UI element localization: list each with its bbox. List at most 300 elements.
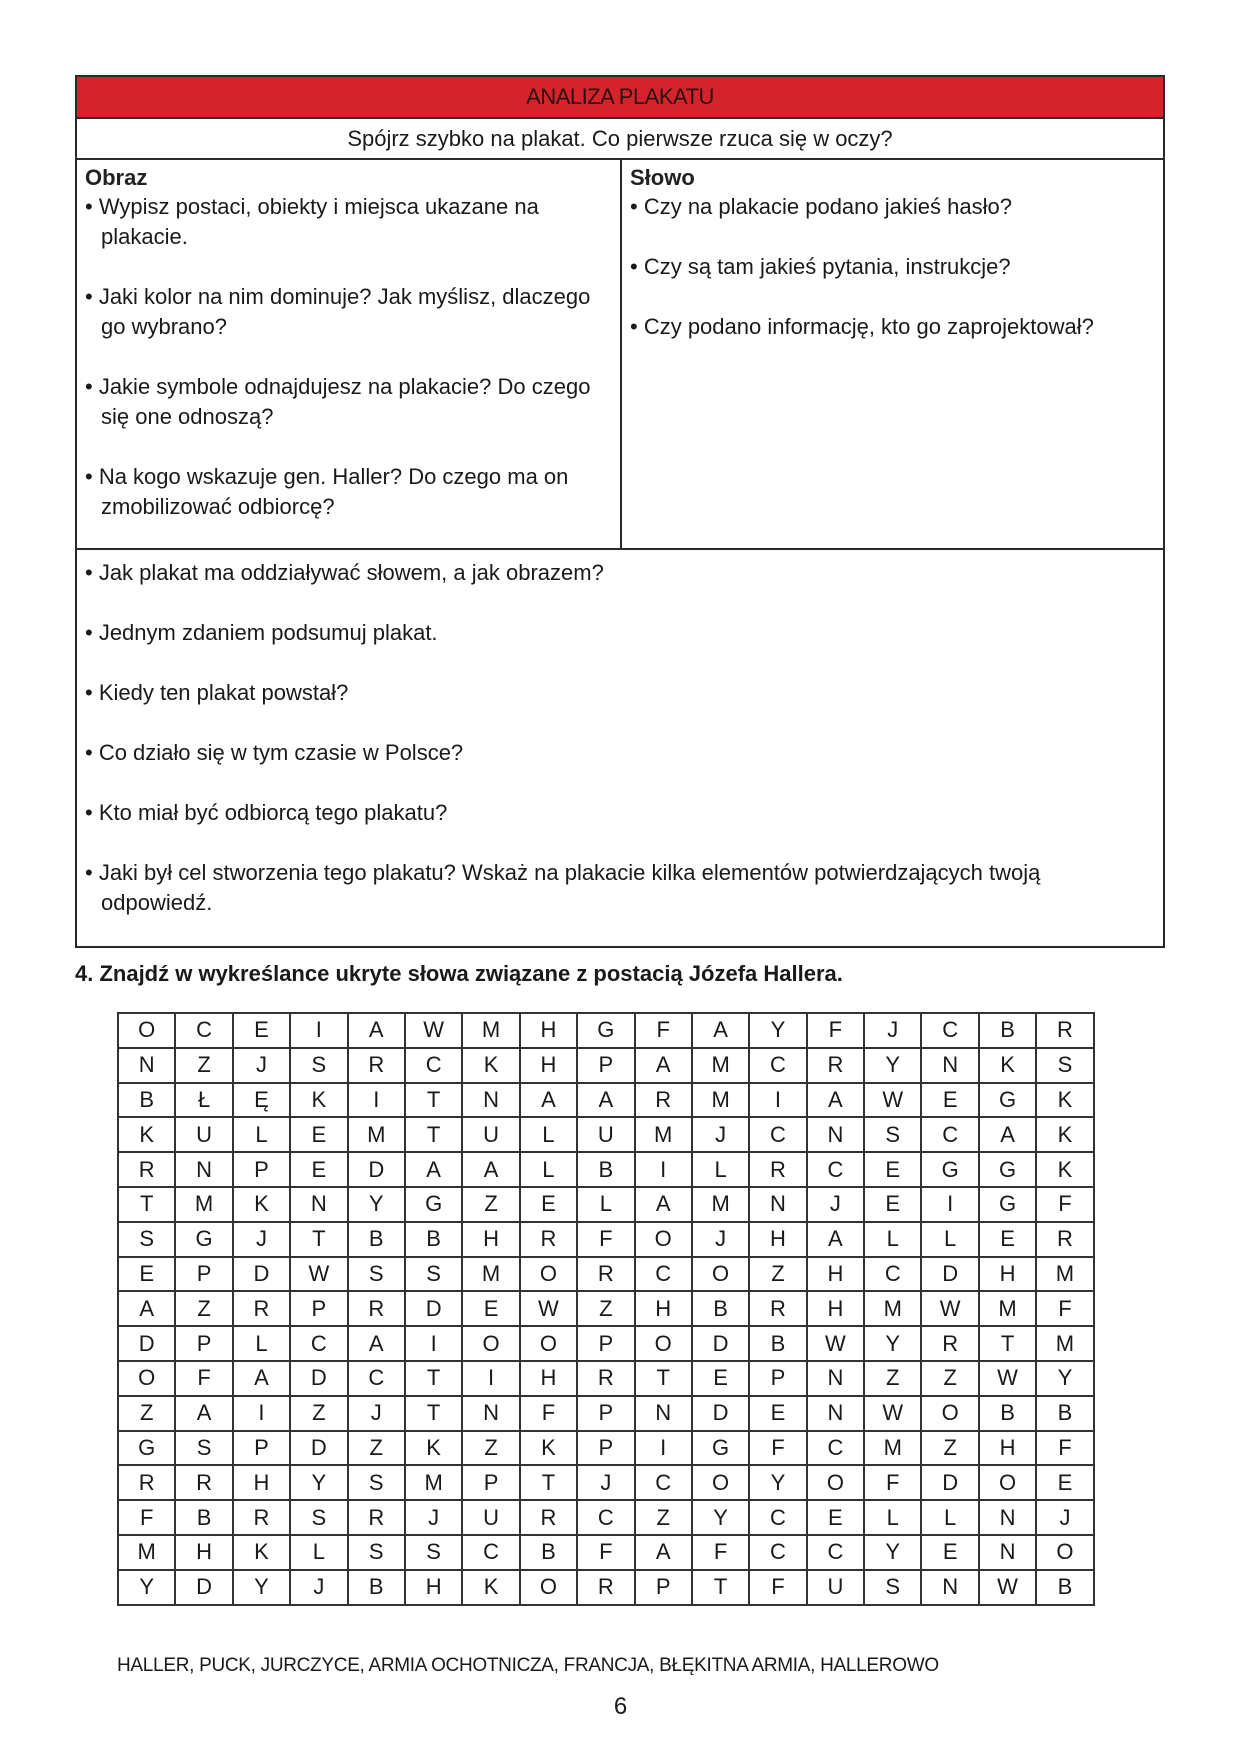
grid-cell[interactable]: G xyxy=(692,1431,749,1466)
grid-cell[interactable]: W xyxy=(864,1396,921,1431)
grid-cell[interactable]: J xyxy=(405,1500,462,1535)
grid-cell[interactable]: I xyxy=(290,1013,347,1048)
grid-cell[interactable]: G xyxy=(118,1431,175,1466)
grid-cell[interactable]: A xyxy=(692,1013,749,1048)
grid-cell[interactable]: P xyxy=(233,1431,290,1466)
grid-cell[interactable]: J xyxy=(577,1465,634,1500)
grid-cell[interactable]: E xyxy=(520,1187,577,1222)
grid-cell[interactable]: W xyxy=(807,1326,864,1361)
grid-cell[interactable]: S xyxy=(175,1431,232,1466)
grid-cell[interactable]: S xyxy=(348,1465,405,1500)
grid-cell[interactable]: S xyxy=(405,1257,462,1292)
grid-cell[interactable]: K xyxy=(462,1570,519,1605)
grid-cell[interactable]: I xyxy=(749,1083,806,1118)
obraz-question: • Jakie symbole odnajdujesz na plakacie? Do czego się one odnoszą? xyxy=(85,374,591,429)
grid-cell[interactable]: O xyxy=(520,1326,577,1361)
grid-cell[interactable]: T xyxy=(405,1117,462,1152)
grid-cell[interactable]: R xyxy=(233,1500,290,1535)
grid-cell[interactable]: Ę xyxy=(233,1083,290,1118)
grid-cell[interactable]: E xyxy=(692,1361,749,1396)
grid-cell[interactable]: M xyxy=(462,1013,519,1048)
grid-cell[interactable]: E xyxy=(864,1152,921,1187)
grid-cell[interactable]: B xyxy=(405,1222,462,1257)
grid-cell[interactable]: T xyxy=(405,1083,462,1118)
grid-cell[interactable]: S xyxy=(290,1048,347,1083)
grid-cell[interactable]: S xyxy=(118,1222,175,1257)
grid-cell[interactable]: A xyxy=(462,1152,519,1187)
grid-cell[interactable]: E xyxy=(462,1291,519,1326)
grid-cell[interactable]: B xyxy=(1036,1570,1093,1605)
grid-cell[interactable]: B xyxy=(749,1326,806,1361)
grid-cell[interactable]: C xyxy=(462,1535,519,1570)
slowo-question: • Czy są tam jakieś pytania, instrukcje? xyxy=(630,254,1011,279)
grid-cell[interactable]: K xyxy=(1036,1152,1093,1187)
grid-row xyxy=(118,1361,1094,1396)
grid-cell[interactable]: S xyxy=(348,1535,405,1570)
grid-cell[interactable]: O xyxy=(1036,1535,1093,1570)
grid-cell[interactable]: H xyxy=(405,1570,462,1605)
grid-cell[interactable]: D xyxy=(921,1257,978,1292)
grid-cell[interactable]: O xyxy=(520,1570,577,1605)
grid-cell[interactable]: A xyxy=(807,1222,864,1257)
grid-cell[interactable]: S xyxy=(290,1500,347,1535)
grid-cell[interactable]: D xyxy=(692,1326,749,1361)
grid-cell[interactable]: T xyxy=(405,1361,462,1396)
grid-cell[interactable]: B xyxy=(1036,1396,1093,1431)
grid-cell[interactable]: G xyxy=(979,1187,1036,1222)
grid-cell[interactable]: K xyxy=(979,1048,1036,1083)
grid-cell[interactable]: D xyxy=(233,1257,290,1292)
grid-cell[interactable]: Z xyxy=(348,1431,405,1466)
grid-cell[interactable]: O xyxy=(921,1396,978,1431)
grid-cell[interactable]: Y xyxy=(692,1500,749,1535)
grid-cell[interactable]: R xyxy=(520,1500,577,1535)
grid-cell[interactable]: F xyxy=(749,1570,806,1605)
grid-cell[interactable]: J xyxy=(348,1396,405,1431)
grid-cell[interactable]: I xyxy=(462,1361,519,1396)
grid-cell[interactable]: C xyxy=(807,1152,864,1187)
grid-cell[interactable]: N xyxy=(118,1048,175,1083)
grid-cell[interactable]: Z xyxy=(921,1361,978,1396)
grid-cell[interactable]: K xyxy=(405,1431,462,1466)
grid-cell[interactable]: G xyxy=(979,1152,1036,1187)
grid-cell[interactable]: M xyxy=(1036,1257,1093,1292)
task-4-heading: 4. Znajdź w wykreślance ukryte słowa związane z postacią Józefa Hallera. xyxy=(75,961,843,986)
grid-cell[interactable]: M xyxy=(348,1117,405,1152)
grid-cell[interactable]: U xyxy=(577,1117,634,1152)
grid-cell[interactable]: K xyxy=(462,1048,519,1083)
grid-cell[interactable]: F xyxy=(864,1465,921,1500)
grid-cell[interactable]: U xyxy=(807,1570,864,1605)
grid-cell[interactable]: M xyxy=(864,1291,921,1326)
grid-cell[interactable]: P xyxy=(577,1396,634,1431)
grid-cell[interactable]: P xyxy=(175,1326,232,1361)
grid-cell[interactable]: N xyxy=(979,1535,1036,1570)
grid-cell[interactable]: I xyxy=(635,1152,692,1187)
grid-cell[interactable]: P xyxy=(749,1361,806,1396)
grid-cell[interactable]: D xyxy=(921,1465,978,1500)
grid-cell[interactable]: A xyxy=(979,1117,1036,1152)
grid-cell[interactable]: L xyxy=(692,1152,749,1187)
grid-cell[interactable]: S xyxy=(405,1535,462,1570)
grid-cell[interactable]: O xyxy=(118,1013,175,1048)
grid-cell[interactable]: Z xyxy=(749,1257,806,1292)
grid-cell[interactable]: J xyxy=(692,1222,749,1257)
grid-cell[interactable]: L xyxy=(864,1500,921,1535)
grid-cell[interactable]: P xyxy=(290,1291,347,1326)
grid-cell[interactable]: B xyxy=(175,1500,232,1535)
grid-cell[interactable]: Z xyxy=(462,1431,519,1466)
grid-cell[interactable]: Ł xyxy=(175,1083,232,1118)
grid-cell[interactable]: N xyxy=(921,1570,978,1605)
grid-cell[interactable]: I xyxy=(405,1326,462,1361)
grid-cell[interactable]: D xyxy=(348,1152,405,1187)
grid-cell[interactable]: R xyxy=(1036,1013,1093,1048)
grid-cell[interactable]: P xyxy=(175,1257,232,1292)
grid-cell[interactable]: A xyxy=(175,1396,232,1431)
grid-cell[interactable]: E xyxy=(979,1222,1036,1257)
grid-cell[interactable]: F xyxy=(692,1535,749,1570)
grid-cell[interactable]: E xyxy=(864,1187,921,1222)
grid-cell[interactable]: C xyxy=(635,1465,692,1500)
grid-cell[interactable]: L xyxy=(520,1117,577,1152)
grid-cell[interactable]: W xyxy=(520,1291,577,1326)
grid-cell[interactable]: G xyxy=(175,1222,232,1257)
grid-cell[interactable]: J xyxy=(290,1570,347,1605)
grid-cell[interactable]: B xyxy=(348,1570,405,1605)
grid-cell[interactable]: F xyxy=(1036,1431,1093,1466)
grid-cell[interactable]: E xyxy=(233,1013,290,1048)
grid-cell[interactable]: L xyxy=(233,1117,290,1152)
grid-cell[interactable]: N xyxy=(807,1117,864,1152)
grid-cell[interactable]: M xyxy=(118,1535,175,1570)
grid-cell[interactable]: C xyxy=(290,1326,347,1361)
grid-cell[interactable]: E xyxy=(1036,1465,1093,1500)
grid-cell[interactable]: T xyxy=(118,1187,175,1222)
grid-cell[interactable]: W xyxy=(290,1257,347,1292)
grid-cell[interactable]: A xyxy=(233,1361,290,1396)
general-question: • Co działo się w tym czasie w Polsce? xyxy=(85,740,464,765)
grid-cell[interactable]: P xyxy=(462,1465,519,1500)
grid-cell[interactable]: F xyxy=(635,1013,692,1048)
grid-cell[interactable]: C xyxy=(749,1535,806,1570)
grid-cell[interactable]: R xyxy=(635,1083,692,1118)
grid-cell[interactable]: Y xyxy=(864,1326,921,1361)
grid-cell[interactable]: S xyxy=(348,1257,405,1292)
grid-cell[interactable]: C xyxy=(749,1500,806,1535)
grid-cell[interactable]: K xyxy=(290,1083,347,1118)
grid-cell[interactable]: Z xyxy=(175,1048,232,1083)
grid-cell[interactable]: Z xyxy=(290,1396,347,1431)
grid-cell[interactable]: F xyxy=(175,1361,232,1396)
grid-cell[interactable]: U xyxy=(175,1117,232,1152)
grid-cell[interactable]: O xyxy=(692,1465,749,1500)
grid-cell[interactable]: N xyxy=(175,1152,232,1187)
grid-cell[interactable]: M xyxy=(635,1117,692,1152)
grid-cell[interactable]: K xyxy=(118,1117,175,1152)
grid-cell[interactable]: Y xyxy=(864,1535,921,1570)
grid-cell[interactable]: L xyxy=(577,1187,634,1222)
grid-cell[interactable]: Y xyxy=(348,1187,405,1222)
grid-cell[interactable]: M xyxy=(864,1431,921,1466)
obraz-slowo-section xyxy=(77,160,1163,550)
grid-cell[interactable]: C xyxy=(635,1257,692,1292)
grid-cell[interactable]: A xyxy=(348,1013,405,1048)
grid-cell[interactable]: A xyxy=(405,1152,462,1187)
general-question: • Kto miał być odbiorcą tego plakatu? xyxy=(85,800,448,825)
grid-cell[interactable]: H xyxy=(749,1222,806,1257)
grid-cell[interactable]: C xyxy=(175,1013,232,1048)
grid-cell[interactable]: F xyxy=(577,1222,634,1257)
grid-cell[interactable]: K xyxy=(1036,1117,1093,1152)
grid-cell[interactable]: B xyxy=(348,1222,405,1257)
grid-cell[interactable]: H xyxy=(233,1465,290,1500)
grid-cell[interactable]: C xyxy=(577,1500,634,1535)
grid-row xyxy=(118,1117,1094,1152)
grid-cell[interactable]: C xyxy=(921,1117,978,1152)
grid-cell[interactable]: C xyxy=(749,1117,806,1152)
grid-cell[interactable]: H xyxy=(635,1291,692,1326)
grid-cell[interactable]: H xyxy=(520,1361,577,1396)
grid-cell[interactable]: Y xyxy=(1036,1361,1093,1396)
grid-cell[interactable]: H xyxy=(175,1535,232,1570)
slowo-question: • Czy podano informację, kto go zaprojektował? xyxy=(630,314,1094,339)
grid-cell[interactable]: K xyxy=(233,1187,290,1222)
grid-cell[interactable]: O xyxy=(635,1326,692,1361)
grid-cell[interactable]: C xyxy=(348,1361,405,1396)
grid-cell[interactable]: R xyxy=(577,1570,634,1605)
grid-cell[interactable]: G xyxy=(979,1083,1036,1118)
grid-row xyxy=(118,1222,1094,1257)
obraz-question: • Wypisz postaci, obiekty i miejsca ukazane na plakacie. xyxy=(85,194,539,249)
grid-cell[interactable]: F xyxy=(118,1500,175,1535)
grid-cell[interactable]: M xyxy=(405,1465,462,1500)
grid-cell[interactable]: I xyxy=(348,1083,405,1118)
grid-cell[interactable]: H xyxy=(520,1048,577,1083)
grid-cell[interactable]: Z xyxy=(921,1431,978,1466)
grid-cell[interactable]: O xyxy=(118,1361,175,1396)
grid-cell[interactable]: O xyxy=(692,1257,749,1292)
grid-cell[interactable]: R xyxy=(749,1291,806,1326)
grid-cell[interactable]: E xyxy=(290,1117,347,1152)
grid-cell[interactable]: W xyxy=(921,1291,978,1326)
grid-cell[interactable]: D xyxy=(405,1291,462,1326)
grid-cell[interactable]: R xyxy=(577,1361,634,1396)
grid-cell[interactable]: M xyxy=(692,1187,749,1222)
grid-cell[interactable]: K xyxy=(1036,1083,1093,1118)
grid-cell[interactable]: C xyxy=(921,1013,978,1048)
grid-cell[interactable]: F xyxy=(577,1535,634,1570)
grid-cell[interactable]: U xyxy=(462,1500,519,1535)
grid-cell[interactable]: C xyxy=(807,1431,864,1466)
grid-cell[interactable]: Z xyxy=(577,1291,634,1326)
grid-cell[interactable]: I xyxy=(921,1187,978,1222)
grid-cell[interactable]: F xyxy=(1036,1187,1093,1222)
grid-cell[interactable]: H xyxy=(462,1222,519,1257)
grid-cell[interactable]: E xyxy=(921,1535,978,1570)
grid-cell[interactable]: N xyxy=(635,1396,692,1431)
grid-cell[interactable]: C xyxy=(405,1048,462,1083)
grid-cell[interactable]: R xyxy=(749,1152,806,1187)
grid-cell[interactable]: R xyxy=(118,1465,175,1500)
grid-cell[interactable]: M xyxy=(462,1257,519,1292)
grid-cell[interactable]: N xyxy=(979,1500,1036,1535)
grid-cell[interactable]: W xyxy=(864,1083,921,1118)
grid-cell[interactable]: A xyxy=(118,1291,175,1326)
grid-cell[interactable]: R xyxy=(577,1257,634,1292)
grid-cell[interactable]: R xyxy=(233,1291,290,1326)
grid-cell[interactable]: J xyxy=(692,1117,749,1152)
grid-cell[interactable]: A xyxy=(807,1083,864,1118)
grid-cell[interactable]: F xyxy=(807,1013,864,1048)
grid-cell[interactable]: O xyxy=(520,1257,577,1292)
grid-cell[interactable]: R xyxy=(520,1222,577,1257)
grid-cell[interactable]: E xyxy=(118,1257,175,1292)
grid-cell[interactable]: I xyxy=(233,1396,290,1431)
grid-cell[interactable]: H xyxy=(979,1431,1036,1466)
grid-cell[interactable]: H xyxy=(807,1291,864,1326)
grid-cell[interactable]: K xyxy=(520,1431,577,1466)
grid-cell[interactable]: L xyxy=(864,1222,921,1257)
grid-cell[interactable]: G xyxy=(405,1187,462,1222)
grid-cell[interactable]: W xyxy=(979,1361,1036,1396)
grid-cell[interactable]: U xyxy=(462,1117,519,1152)
grid-cell[interactable]: Y xyxy=(233,1570,290,1605)
grid-cell[interactable]: T xyxy=(635,1361,692,1396)
grid-cell[interactable]: E xyxy=(290,1152,347,1187)
grid-cell[interactable]: K xyxy=(233,1535,290,1570)
grid-cell[interactable]: D xyxy=(175,1570,232,1605)
grid-cell[interactable]: D xyxy=(692,1396,749,1431)
grid-cell[interactable]: Z xyxy=(864,1361,921,1396)
grid-cell[interactable]: Z xyxy=(118,1396,175,1431)
grid-cell[interactable]: G xyxy=(921,1152,978,1187)
grid-cell[interactable]: N xyxy=(807,1396,864,1431)
grid-cell[interactable]: Y xyxy=(749,1465,806,1500)
grid-cell[interactable]: A xyxy=(635,1187,692,1222)
grid-cell[interactable]: Y xyxy=(864,1048,921,1083)
grid-cell[interactable]: M xyxy=(979,1291,1036,1326)
grid-cell[interactable]: N xyxy=(462,1083,519,1118)
grid-cell[interactable]: N xyxy=(290,1187,347,1222)
grid-cell[interactable]: G xyxy=(577,1013,634,1048)
grid-cell[interactable]: C xyxy=(864,1257,921,1292)
grid-cell[interactable]: J xyxy=(864,1013,921,1048)
grid-cell[interactable]: R xyxy=(118,1152,175,1187)
grid-cell[interactable]: R xyxy=(921,1326,978,1361)
grid-cell[interactable]: Y xyxy=(749,1013,806,1048)
grid-cell[interactable]: Z xyxy=(462,1187,519,1222)
grid-cell[interactable]: N xyxy=(462,1396,519,1431)
grid-cell[interactable]: N xyxy=(749,1187,806,1222)
grid-cell[interactable]: C xyxy=(749,1048,806,1083)
grid-cell[interactable]: O xyxy=(807,1465,864,1500)
grid-cell[interactable]: M xyxy=(692,1083,749,1118)
grid-cell[interactable]: M xyxy=(1036,1326,1093,1361)
grid-cell[interactable]: Z xyxy=(635,1500,692,1535)
grid-cell[interactable]: T xyxy=(290,1222,347,1257)
grid-cell[interactable]: A xyxy=(520,1083,577,1118)
grid-cell[interactable]: W xyxy=(405,1013,462,1048)
grid-cell[interactable]: B xyxy=(577,1152,634,1187)
grid-cell[interactable]: L xyxy=(290,1535,347,1570)
grid-cell[interactable]: J xyxy=(1036,1500,1093,1535)
grid-cell[interactable]: B xyxy=(520,1535,577,1570)
grid-cell[interactable]: C xyxy=(807,1535,864,1570)
grid-cell[interactable]: B xyxy=(979,1013,1036,1048)
grid-cell[interactable]: L xyxy=(233,1326,290,1361)
grid-cell[interactable]: O xyxy=(462,1326,519,1361)
grid-cell[interactable]: P xyxy=(577,1326,634,1361)
grid-cell[interactable]: P xyxy=(577,1048,634,1083)
grid-cell[interactable]: R xyxy=(348,1048,405,1083)
grid-cell[interactable]: L xyxy=(921,1500,978,1535)
grid-cell[interactable]: B xyxy=(118,1083,175,1118)
grid-cell[interactable]: R xyxy=(348,1291,405,1326)
grid-cell[interactable]: I xyxy=(635,1431,692,1466)
grid-cell[interactable]: P xyxy=(233,1152,290,1187)
grid-cell[interactable]: S xyxy=(1036,1048,1093,1083)
grid-cell[interactable]: R xyxy=(1036,1222,1093,1257)
grid-cell[interactable]: B xyxy=(692,1291,749,1326)
grid-cell[interactable]: B xyxy=(979,1396,1036,1431)
grid-cell[interactable]: H xyxy=(807,1257,864,1292)
grid-cell[interactable]: S xyxy=(864,1570,921,1605)
grid-cell[interactable]: A xyxy=(577,1083,634,1118)
grid-cell[interactable]: E xyxy=(807,1500,864,1535)
grid-cell[interactable]: A xyxy=(635,1048,692,1083)
grid-cell[interactable]: P xyxy=(577,1431,634,1466)
grid-cell[interactable]: M xyxy=(692,1048,749,1083)
grid-cell[interactable]: M xyxy=(175,1187,232,1222)
grid-cell[interactable]: E xyxy=(749,1396,806,1431)
grid-cell[interactable]: R xyxy=(807,1048,864,1083)
grid-cell[interactable]: T xyxy=(520,1465,577,1500)
grid-cell[interactable]: F xyxy=(1036,1291,1093,1326)
grid-cell[interactable]: Y xyxy=(290,1465,347,1500)
grid-cell[interactable]: D xyxy=(118,1326,175,1361)
grid-cell[interactable]: D xyxy=(290,1431,347,1466)
grid-cell[interactable]: E xyxy=(921,1083,978,1118)
grid-cell[interactable]: J xyxy=(233,1222,290,1257)
grid-cell[interactable]: T xyxy=(979,1326,1036,1361)
grid-cell[interactable]: Y xyxy=(118,1570,175,1605)
grid-cell[interactable]: N xyxy=(807,1361,864,1396)
grid-cell[interactable]: L xyxy=(520,1152,577,1187)
grid-cell[interactable]: D xyxy=(290,1361,347,1396)
grid-cell[interactable]: O xyxy=(635,1222,692,1257)
grid-cell[interactable]: Z xyxy=(175,1291,232,1326)
grid-cell[interactable]: P xyxy=(635,1570,692,1605)
grid-cell[interactable]: T xyxy=(405,1396,462,1431)
grid-cell[interactable]: H xyxy=(979,1257,1036,1292)
grid-cell[interactable]: R xyxy=(175,1465,232,1500)
grid-cell[interactable]: R xyxy=(348,1500,405,1535)
grid-cell[interactable]: L xyxy=(921,1222,978,1257)
grid-cell[interactable]: S xyxy=(864,1117,921,1152)
grid-cell[interactable]: O xyxy=(979,1465,1036,1500)
grid-cell[interactable]: T xyxy=(692,1570,749,1605)
grid-cell[interactable]: H xyxy=(520,1013,577,1048)
grid-cell[interactable]: J xyxy=(233,1048,290,1083)
grid-cell[interactable]: A xyxy=(348,1326,405,1361)
grid-cell[interactable]: J xyxy=(807,1187,864,1222)
grid-cell[interactable]: W xyxy=(979,1570,1036,1605)
grid-cell[interactable]: F xyxy=(749,1431,806,1466)
grid-cell[interactable]: A xyxy=(635,1535,692,1570)
grid-cell[interactable]: N xyxy=(921,1048,978,1083)
grid-cell[interactable]: F xyxy=(520,1396,577,1431)
